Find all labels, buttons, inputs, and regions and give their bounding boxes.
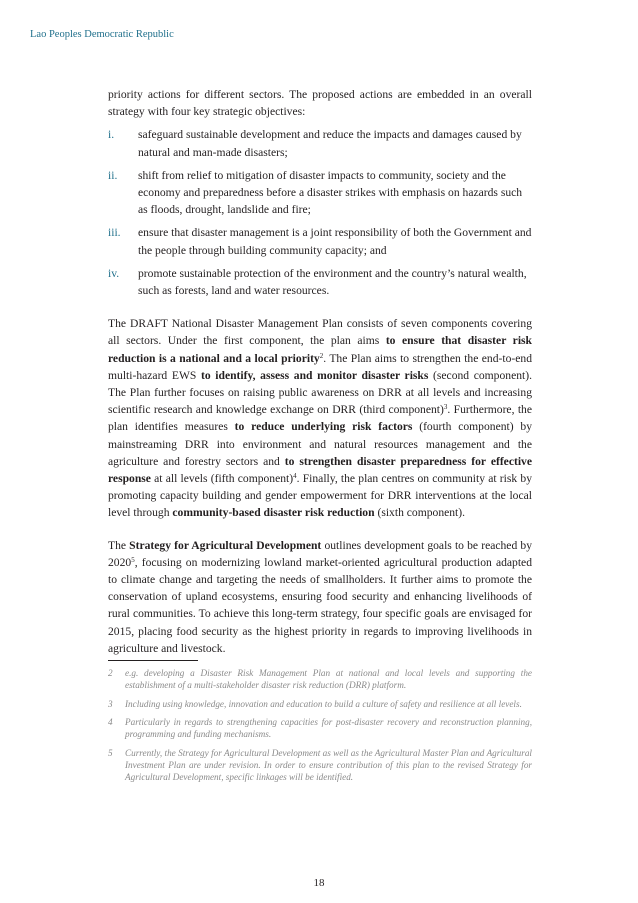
- footnote-text: Currently, the Strategy for Agricultural Development as well as the Agricultural Master Plan and Agricultural Investment Plan are under revision. In order to ensure contribution of this plan to the revised Strategy for Agricultural Development, specific linkages will be identified.: [125, 747, 532, 783]
- main-content: [108, 86, 539, 789]
- text-run: The DRAFT National Disaster Management Plan consists of seven components covering all sectors. Under the first component, the plan aims: [108, 317, 532, 348]
- footnote-number: 2: [108, 668, 113, 679]
- objective-number: iv.: [108, 266, 120, 280]
- footnote-ref: 5: [131, 555, 135, 564]
- bold-run: to identify, assess and monitor disaster risks: [200, 368, 429, 382]
- footnote-ref: 4: [293, 472, 297, 481]
- objective-item: [108, 167, 532, 219]
- running-header: Lao Peoples Democratic Republic: [30, 29, 174, 40]
- footnote: [108, 698, 532, 710]
- objective-text: ensure that disaster management is a joint responsibility of both the Government and the people through building community capacity; and: [138, 226, 532, 257]
- page-number: 18: [313, 877, 325, 889]
- text-run: . Finally, the plan centres on community at risk by promoting capacity building and gender empowerment for DRR interventions at the local level through: [108, 472, 532, 520]
- footnote-ref: 2: [319, 351, 324, 360]
- text-run: . Furthermore, the plan identifies measures: [108, 403, 532, 434]
- objectives-list: [108, 126, 539, 299]
- text-run: , focusing on modernizing lowland market-oriented agricultural production adapted to climate change and targeting the needs of smallholders. It further aims to promote the conservation of upland ecosystems, ensuring food security and enhancing livelihoods of rural communities. To achieve this long-term strategy, four specific goals are envisaged for 2015, placing food security as the highest priority in regards to improving livelihoods in agriculture and livestock.: [108, 555, 532, 655]
- objective-number: iii.: [108, 226, 121, 240]
- agri-strategy-paragraph: [108, 537, 532, 657]
- objective-number: i.: [108, 128, 115, 142]
- objective-text: promote sustainable protection of the environment and the country’s natural wealth, such as forests, land and water resources.: [138, 266, 539, 298]
- footnote-divider: [108, 660, 198, 661]
- intro-paragraph: priority actions for different sectors. The proposed actions are embedded in an overall strategy with four key strategic objectives:: [108, 88, 532, 119]
- text-run: (sixth component).: [374, 506, 466, 520]
- bold-run: to reduce underlying risk factors: [234, 420, 413, 434]
- footnote-number: 3: [108, 698, 113, 709]
- footnote: [108, 667, 532, 692]
- objective-number: ii.: [108, 168, 118, 182]
- text-run: at all levels (fifth component): [150, 472, 294, 486]
- bold-run: to strengthen disaster preparedness for effective response: [108, 454, 533, 486]
- bold-run: Strategy for Agricultural Development: [129, 538, 322, 552]
- text-run: The: [108, 538, 130, 552]
- objective-item: [108, 265, 539, 299]
- bold-run: community-based disaster risk reduction: [172, 506, 375, 520]
- footnote-number: 5: [108, 747, 113, 758]
- footnote-number: 4: [108, 716, 113, 727]
- footnote-text: e.g. developing a Disaster Risk Management Plan at national and local levels and supporting the establishment of a multi-stakeholder disaster risk reduction (DRR) platform.: [125, 668, 532, 691]
- footnote: [108, 747, 532, 784]
- footnote-ref: 3: [443, 403, 448, 412]
- objective-text: safeguard sustainable development and reduce the impacts and damages caused by natural and man-made disasters;: [138, 128, 522, 159]
- footnote-text: Including using knowledge, innovation and education to build a culture of safety and resilience at all levels.: [125, 698, 522, 709]
- text-run: outlines development goals to be reached by 2020: [108, 538, 532, 569]
- text-run: (fourth component) by mainstreaming DRR into environment and natural resources management and the agriculture and forestry sectors and: [108, 420, 532, 468]
- disaster-plan-paragraph: [108, 315, 532, 521]
- text-run: (second component). The Plan further focuses on raising public awareness on DRR at all levels and increasing scientific research and knowledge exchange on DRR (third component): [108, 368, 532, 417]
- footnote-text: Particularly in regards to strengthening capacities for post-disaster recovery and reconstruction planning, programming and funding mechanisms.: [125, 716, 532, 740]
- text-run: . The Plan aims to strengthen the end-to-end multi-hazard EWS: [108, 351, 532, 382]
- objective-text: shift from relief to mitigation of disaster impacts to community, society and the economy and preparedness before a disaster strikes with emphasis on hazards such as floods, drought, landslide and fire;: [138, 168, 523, 217]
- bold-run: to ensure that disaster risk reduction is a national and a local priority: [108, 334, 532, 365]
- footnote: [108, 716, 532, 741]
- objective-item: [108, 126, 532, 160]
- objective-item: [108, 224, 532, 258]
- footnotes: [108, 667, 532, 783]
